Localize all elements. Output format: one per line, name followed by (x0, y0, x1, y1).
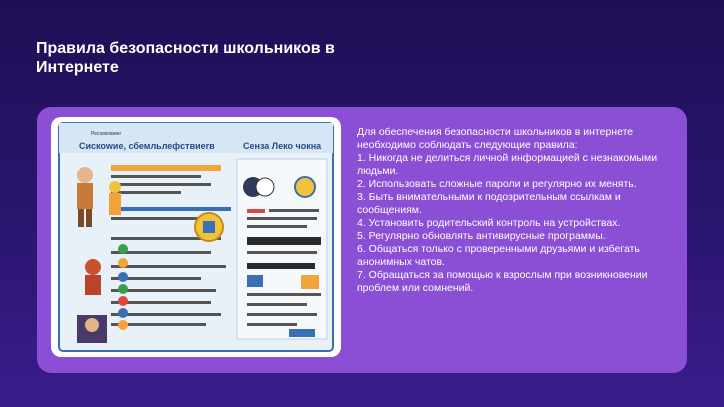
rules-list (357, 152, 665, 295)
rule-item: 4. Установить родительский контроль на устройствах. (357, 217, 621, 229)
poster-header-left: Сискоwие, сбемльлефствиеrв (79, 141, 215, 151)
rule-item: 5. Регулярно обновлять антивирусные программы. (357, 230, 606, 242)
poster-small-top: Ресомоовинг (91, 131, 122, 137)
rules-text (357, 126, 665, 295)
rules-intro: Для обеспечения безопасности школьников в интернете необходимо соблюдать следующие правила: (357, 126, 634, 151)
slide-title: Правила безопасности школьников в Интернете (36, 40, 335, 76)
poster-header-right: Сенза Леко чокна (243, 141, 322, 151)
poster-right-panel (237, 159, 327, 339)
poster-image (51, 117, 341, 357)
rule-item: 7. Обращаться за помощью к взрослым при возникновении проблем или сомнений. (357, 269, 648, 294)
rule-item: 2. Использовать сложные пароли и регулярно их менять. (357, 178, 637, 190)
rule-item: 3. Быть внимательными к подозрительным ссылкам и сообщениям. (357, 191, 621, 216)
rule-item: 1. Никогда не делиться личной информацией с незнакомыми людьми. (357, 152, 658, 177)
rule-item: 6. Общаться только с проверенными друзьями и избегать анонимных чатов. (357, 243, 640, 268)
